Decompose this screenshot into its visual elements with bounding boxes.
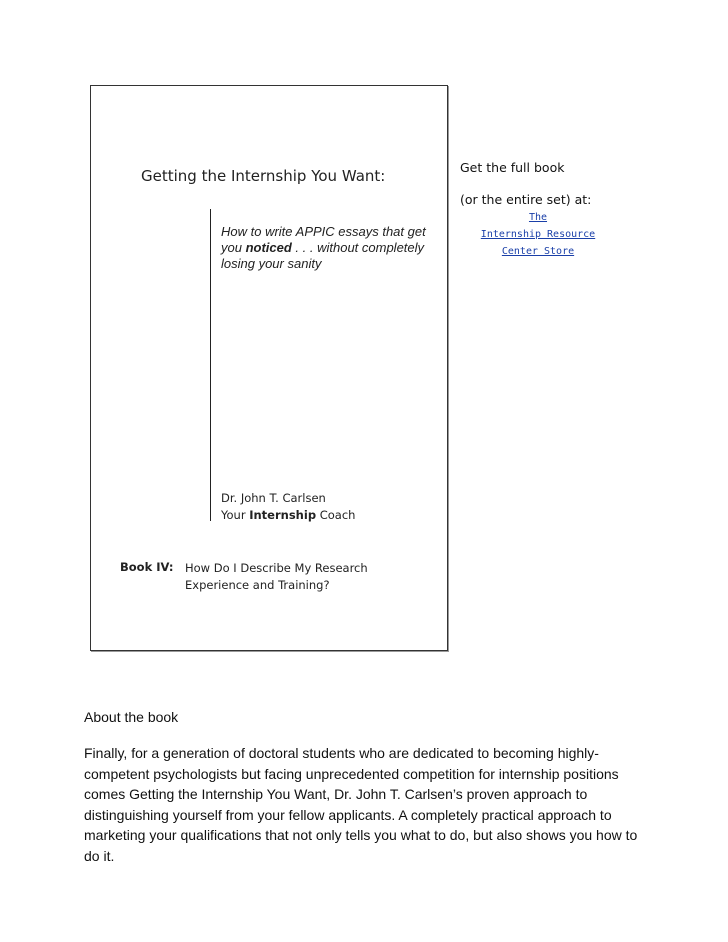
cover-divider (210, 209, 211, 521)
subtitle-text-end: . . . without completely losing your sanity (221, 240, 425, 271)
author-role-emphasis: Internship (249, 508, 317, 522)
book-number-label: Book IV: (120, 560, 174, 574)
cover-title: Getting the Internship You Want: (141, 167, 386, 185)
cover-author (221, 490, 421, 524)
store-link-line-1[interactable]: The (528, 212, 548, 223)
author-role-pre: Your (221, 508, 250, 522)
about-body: Finally, for a generation of doctoral students who are dedicated to becoming highly-competent psychologists but facing unprecedented competition for internship positions comes Getting the Internship You Want, Dr. John T. Carlsen’s proven approach to distinguishing yourself from your fellow applicants. A completely practical approach to marketing your qualifications that not only tells you what to do, but also shows you how to do it. (84, 745, 638, 864)
store-link-line-3[interactable]: Center Store (501, 246, 575, 257)
promo-line-1: Get the full book (460, 160, 565, 175)
author-role-post: Coach (316, 508, 356, 522)
about-heading: About the book (84, 709, 179, 725)
store-link-line-2[interactable]: Internship Resource (480, 229, 596, 240)
cover-subtitle (221, 224, 441, 272)
store-link[interactable] (466, 209, 610, 260)
subtitle-emphasis: noticed (245, 240, 292, 255)
author-name: Dr. John T. Carlsen (221, 491, 326, 505)
subtitle-text: How to write APPIC essays that get you (221, 224, 426, 255)
book-title: How Do I Describe My Research Experience and Training? (185, 561, 368, 592)
author-role (221, 507, 421, 524)
promo-line-2: (or the entire set) at: (460, 192, 592, 207)
